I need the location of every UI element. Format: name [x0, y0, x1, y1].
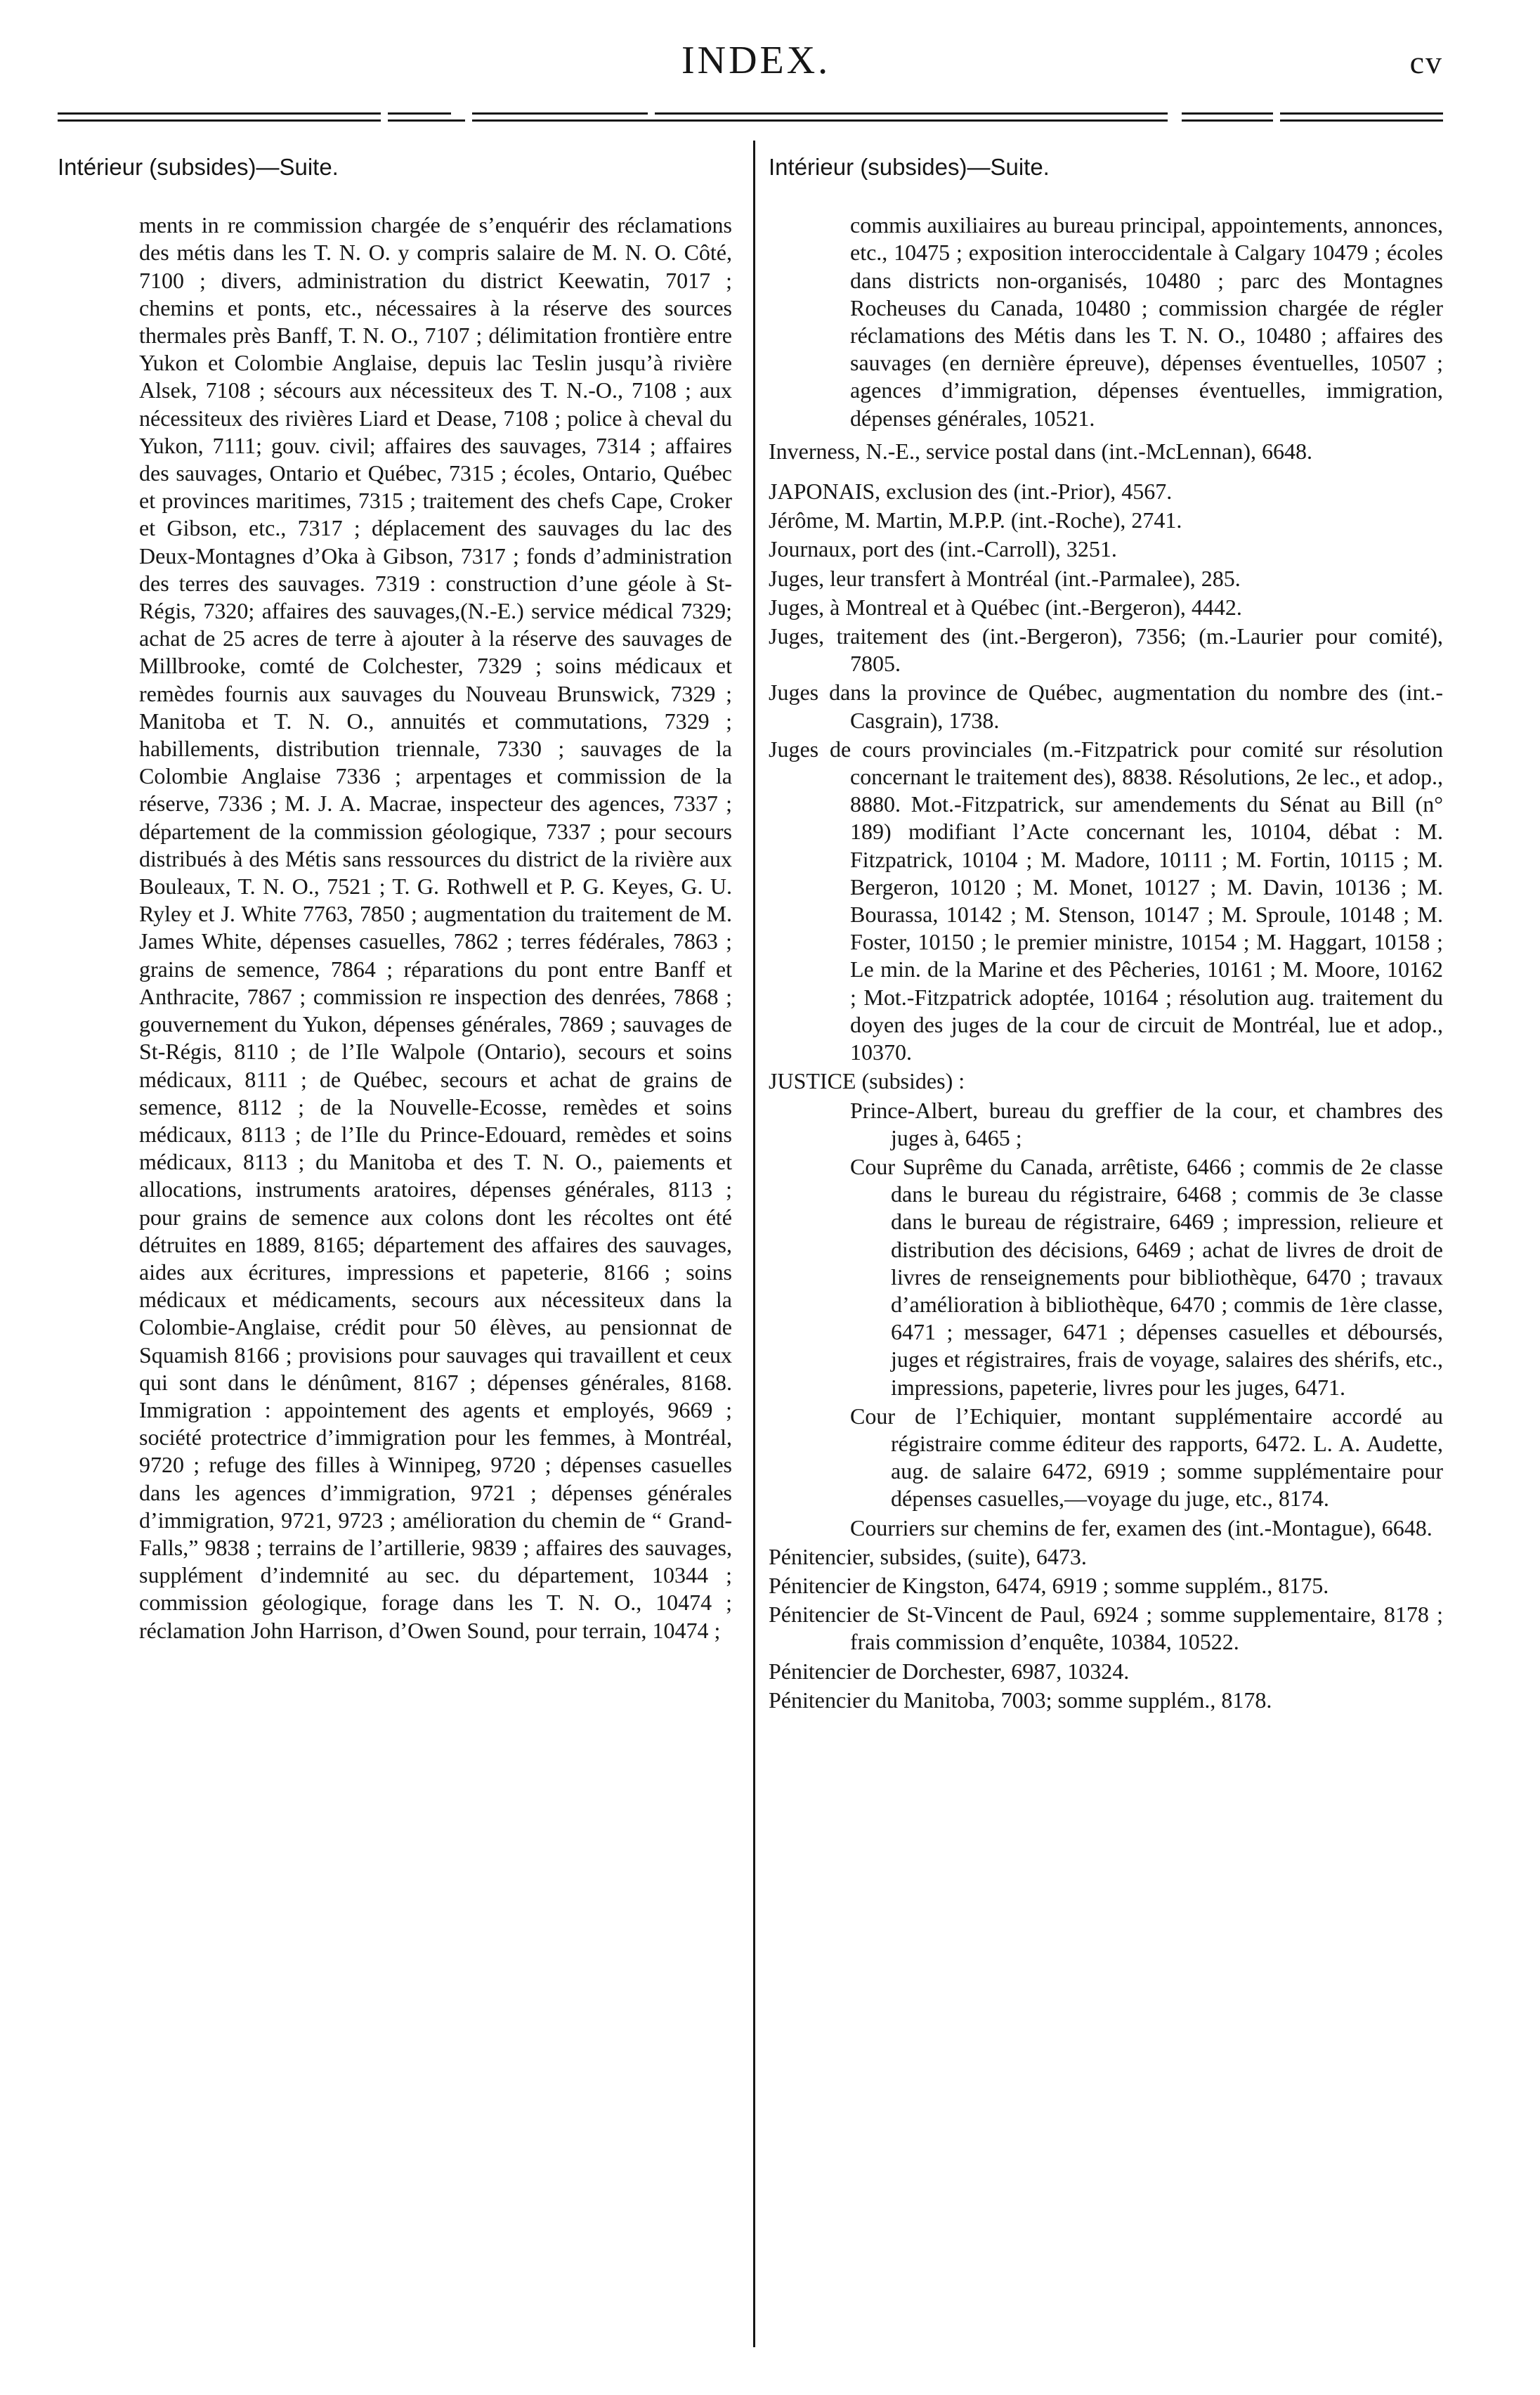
header-rules [58, 111, 1443, 125]
column-divider [753, 141, 755, 2347]
index-entry: Pénitencier de Kingston, 6474, 6919 ; somme supplém., 8175. [769, 1572, 1329, 1598]
rule-segment [1280, 112, 1443, 115]
rule-segment [472, 112, 648, 115]
justice-subentry: Cour Suprême du Canada, arrêtiste, 6466 ; commis de 2e classe dans le bureau du régistraire, 6468 ; commis de 3e classe dans le bureau de régistraire, 6469 ; impression, relieure et distribution des décisions, 6469 ; achat de livres de droit de livres de renseignements pour bibliothèque, 6470 ; travaux d’amélioration à bibliothèque, 6470 ; commis de 1ère classe, 6471 ; messager, 6471 ; dépenses casuelles et déboursés, juges et régistraires, frais de voyage, salaires des shérifs, etc., impressions, papeterie, livres pour les juges, 6471. [850, 1153, 1443, 1400]
page-number: cv [1409, 44, 1443, 80]
page-header [0, 25, 1540, 89]
justice-subentry: Courriers sur chemins de fer, examen des (int.-Montague), 6648. [850, 1514, 1433, 1540]
rule-segment [58, 119, 381, 122]
left-column-heading: Intérieur (subsides)—Suite. [58, 154, 339, 180]
index-entry: Pénitencier, subsides, (suite), 6473. [769, 1543, 1087, 1569]
justice-subentry: Cour de l’Echiquier, montant supplémentaire accordé au régistraire comme éditeur des rapports, 6472. L. A. Audette, aug. de salaire 6472, 6919 ; somme supplémentaire pour dépenses casuelles,—voyage du juge, etc., 8174. [850, 1403, 1443, 1512]
rule-segment [388, 112, 451, 115]
index-entry: Inverness, N.-E., service postal dans (int.-McLennan), 6648. [769, 438, 1312, 464]
index-entry-continuation: commis auxiliaires au bureau principal, appointements, annonces, etc., 10475 ; exposition interoccidentale à Calgary 10479 ; écoles dans districts non-organisés, 10480 ; parc des Montagnes Rocheuses du Canada, 10480 ; commission chargée de régler réclamations des Métis dans les T. N. O., 10480 ; affaires des sauvages (en dernière épreuve), dépenses éventuelles, 10507 ; agences d’immigration, dépenses éventuelles, immigration, dépenses générales, 10521. [850, 212, 1443, 431]
page-title: INDEX. [681, 39, 831, 82]
rule-segment [388, 119, 465, 122]
rule-segment [1182, 112, 1273, 115]
rule-segment [655, 112, 1168, 115]
index-entry: Juges, à Montreal et à Québec (int.-Bergeron), 4442. [769, 594, 1242, 620]
rule-segment [1182, 119, 1273, 122]
index-entry: Pénitencier de Dorchester, 6987, 10324. [769, 1658, 1130, 1684]
index-entry: Journaux, port des (int.-Carroll), 3251. [769, 536, 1117, 562]
rule-segment [58, 112, 381, 115]
index-entry-text: ments in re commission chargée de s’enquérir des réclamations des métis dans les T. N. O. y compris salaire de M. N. O. Côté, 7100 ; divers, administration du district Keewatin, 7017 ; chemins et ponts, etc., nécessaires à la réserve des sources thermales près Banff, T. N. O., 7107 ; délimitation frontière entre Yukon et Colombie Anglaise, depuis lac Teslin jusqu’à rivière Alsek, 7108 ; sécours aux nécessiteux des T. N.-O., 7108 ; aux nécessiteux des rivières Liard et Dease, 7108 ; police à cheval du Yukon, 7111; gouv. civil; affaires des sauvages, 7314 ; affaires des sauvages, Ontario et Québec, 7315 ; écoles, Ontario, Québec et provinces maritimes, 7315 ; traitement des chefs Cape, Croker et Gibson, etc., 7317 ; déplacement des sauvages du lac des Deux-Montagnes d’Oka à Gibson, 7317 ; fonds d’administration des terres des sauvages. 7319 : construction d’une géole à St-Régis, 7320; affaires des sauvages,(N.-E.) service médical 7329; achat de 25 acres de terre à ajouter à la réserve des sauvages de Millbrooke, comté de Colchester, 7329 ; soins médicaux et remèdes fournis aux sauvages du Nouveau Brunswick, 7329 ; Manitoba et T. N. O., annuités et commutations, 7329 ; habillements, distribution triennale, 7330 ; sauvages de la Colombie Anglaise 7336 ; arpentages et commission de la réserve, 7336 ; M. J. A. Macrae, inspecteur des agences, 7337 ; département de la commission géologique, 7337 ; pour secours distribués à des Métis sans ressources du district de la rivière aux Bouleaux, T. N. O., 7521 ; T. G. Rothwell et P. G. Keyes, G. U. Ryley et J. White 7763, 7850 ; augmentation du traitement de M. James White, dépenses casuelles, 7862 ; terres fédérales, 7863 ; grains de semence, 7864 ; réparations du pont entre Banff et Anthracite, 7867 ; commission re inspection des denrées, 7868 ; gouvernement du Yukon, dépenses générales, 7869 ; sauvages de St-Régis, 8110 ; de l’Ile Walpole (Ontario), secours et soins médicaux, 8111 ; de Québec, secours et achat de grains de semence, 8112 ; de la Nouvelle-Ecosse, remèdes et soins médicaux, 8113 ; de l’Ile du Prince-Edouard, remèdes et soins médicaux, 8113 ; du Manitoba et des T. N. O., paiements et allocations, instruments aratoires, dépenses générales, 8113 ; pour grains de semence aux colons dont les récoltes ont été détruites en 1889, 8165; département des affaires des sauvages, aides aux écritures, impressions et papeterie, 8166 ; soins médicaux et médicaments, secours aux nécessiteux dans la Colombie-Anglaise, crédit pour 50 élèves, au pensionnat de Squamish 8166 ; provisions pour sauvages qui travaillent et ceux qui sont dans le dénûment, 8167 ; dépenses générales, 8168. Immigration : appointement des agents et employés, 9669 ; société protectrice d’immigration pour les femmes, à Montréal, 9720 ; refuge des filles à Winnipeg, 9720 ; dépenses casuelles dans les agences d’immigration, 9721 ; dépenses générales d’immigration, 9721, 9723 ; amélioration du chemin de “ Grand-Falls,” 9838 ; terrains de l’artillerie, 9839 ; affaires des sauvages, supplément d’indemnité au sec. du département, 10344 ; commission géologique, forage dans les T. N. O., 10474 ; réclamation John Harrison, d’Owen Sound, pour terrain, 10474 ; [139, 212, 732, 1643]
index-entry: Pénitencier de St-Vincent de Paul, 6924 ; somme supplementaire, 8178 ; frais commission d’enquête, 10384, 10522. [769, 1602, 1443, 1655]
justice-subentry: Prince-Albert, bureau du greffier de la cour, et chambres des juges à, 6465 ; [850, 1097, 1443, 1150]
index-entry: Juges de cours provinciales (m.-Fitzpatrick pour comité sur résolution concernant le traitement des), 8838. Résolutions, 2e lec., et adop., 8880. Mot.-Fitzpatrick, sur amendements du Sénat au Bill (n° 189) modifiant l’Acte concernant les, 10104, débat : M. Fitzpatrick, 10104 ; M. Madore, 10111 ; M. Fortin, 10115 ; M. Bergeron, 10120 ; M. Monet, 10127 ; M. Davin, 10136 ; M. Bourassa, 10142 ; M. Stenson, 10147 ; M. Sproule, 10148 ; M. Foster, 10150 ; le premier ministre, 10154 ; M. Haggart, 10158 ; Le min. de la Marine et des Pêcheries, 10161 ; M. Moore, 10162 ; Mot.-Fitzpatrick adoptée, 10164 ; résolution aug. traitement du doyen des juges de la cour de circuit de Montréal, lue et adop., 10370. [769, 736, 1443, 1065]
left-column [58, 153, 732, 1650]
index-entry: JAPONAIS, exclusion des (int.-Prior), 4567. [769, 479, 1173, 505]
rule-segment [472, 119, 1168, 122]
rule-segment [1280, 119, 1443, 122]
index-entry: Juges, traitement des (int.-Bergeron), 7356; (m.-Laurier pour comité), 7805. [769, 623, 1443, 677]
index-entry: Juges dans la province de Québec, augmentation du nombre des (int.-Casgrain), 1738. [769, 680, 1443, 733]
index-entry: Juges, leur transfert à Montréal (int.-Parmalee), 285. [769, 565, 1241, 591]
index-entry: Jérôme, M. Martin, M.P.P. (int.-Roche), 2741. [769, 507, 1182, 533]
right-column-heading: Intérieur (subsides)—Suite. [769, 154, 1050, 180]
right-column [769, 153, 1443, 1715]
justice-heading: JUSTICE (subsides) : [769, 1068, 965, 1094]
index-entry: Pénitencier du Manitoba, 7003; somme supplém., 8178. [769, 1687, 1272, 1713]
